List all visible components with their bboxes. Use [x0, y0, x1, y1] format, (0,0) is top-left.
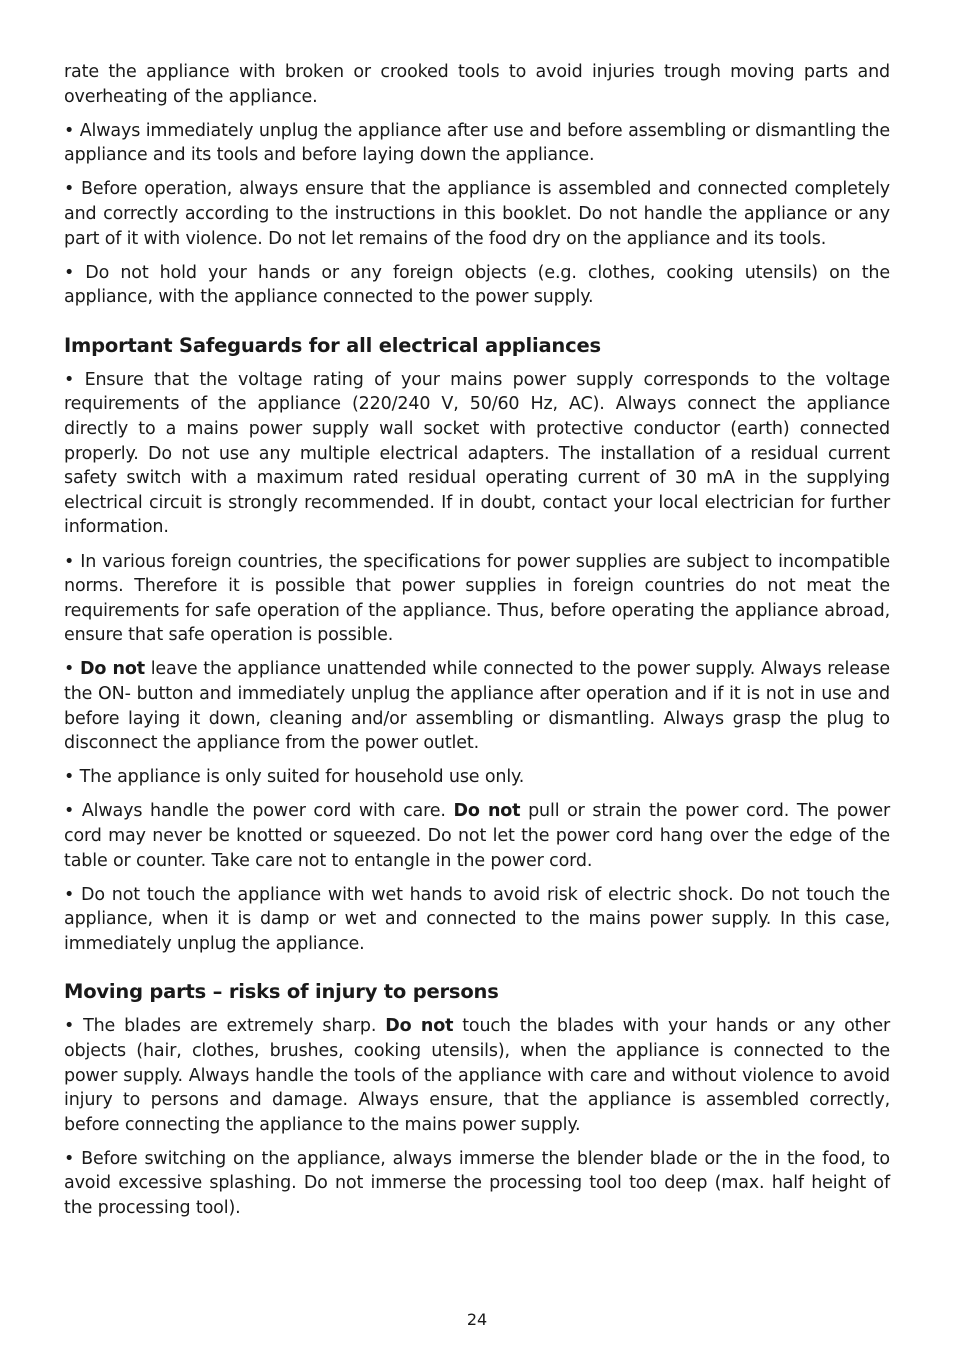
paragraph-unplug-after-use: • Always immediately unplug the appliance after use and before assembling or dismantling the appliance and its tools and before laying down the appliance. — [64, 120, 890, 166]
paragraph-sharp-blades — [64, 1014, 890, 1137]
paragraph-unattended — [64, 657, 890, 755]
paragraph-foreign-objects: • Do not hold your hands or any foreign objects (e.g. clothes, cooking utensils) on the appliance, with the appliance connected to the power supply. — [64, 262, 890, 308]
paragraph-voltage-rating: • Ensure that the voltage rating of your mains power supply corresponds to the voltage requirements of the appliance (220/240 V, 50/60 Hz, AC). Always connect the appliance directly to a mains power supply wall socket with protective conductor (earth) connected properly. Do not use any multiple electrical adapters. The installation of a residual current safety switch with a maximum rated residual operating current of 30 mA in the supplying electrical circuit is strongly recommended. If in doubt, contact your local electrician for further information. — [64, 369, 890, 538]
section-heading-moving-parts: Moving parts – risks of injury to persons — [64, 980, 499, 1004]
paragraph-text: pull or strain the power cord. The power cord may never be knotted or squeezed. Do not let the power cord hang over the edge of the table or counter. Take care not to entangle in the power cord. — [64, 801, 890, 871]
paragraph-continuation: rate the appliance with broken or crooked tools to avoid injuries trough moving parts and overheating of the appliance. — [64, 62, 890, 107]
paragraph-text: • The blades are extremely sharp. — [64, 1016, 386, 1037]
bullet: • — [64, 659, 80, 680]
emphasis-do-not: Do not — [453, 801, 521, 822]
paragraph-text: leave the appliance unattended while connected to the power supply. Always release the ON- button and immediately unplug the appliance after operation and if it is not in use and before laying it down, cleaning and/or assembling or dismantling. Always grasp the plug to disconnect the appliance from the power outlet. — [64, 659, 890, 754]
document-body — [64, 60, 890, 1230]
paragraph-text: touch the blades with your hands or any other objects (hair, clothes, brushes, cooking utensils), when the appliance is connected to the power supply. Always handle the tools of the appliance with care and without violence to avoid injury to persons and damage. Always ensure, that the appliance is assembled correctly, before connecting the appliance to the mains power supply. — [64, 1016, 891, 1135]
paragraph-power-cord — [64, 799, 890, 873]
emphasis-do-not: Do not — [79, 659, 145, 680]
page-number: 24 — [466, 1310, 488, 1329]
paragraph-wet-hands: • Do not touch the appliance with wet hands to avoid risk of electric shock. Do not touch the appliance, when it is damp or wet and connected to the mains power supply. In this case, immediately unplug the appliance. — [64, 884, 890, 954]
paragraph-household-use: • The appliance is only suited for household use only. — [64, 767, 525, 788]
section-heading-electrical: Important Safeguards for all electrical appliances — [64, 333, 601, 357]
paragraph-text: • Always handle the power cord with care. — [64, 801, 454, 822]
emphasis-do-not: Do not — [385, 1016, 454, 1037]
paragraph-immerse-blade: • Before switching on the appliance, always immerse the blender blade or the in the food, to avoid excessive splashing. Do not immerse the processing tool too deep (max. half height of the processing tool). — [64, 1148, 890, 1219]
paragraph-foreign-countries: • In various foreign countries, the specifications for power supplies are subject to incompatible norms. Therefore it is possible that power supplies in foreign countries do not meat the requirements for safe operation of the appliance. Thus, before operating the appliance abroad, ensure that safe operation is possible. — [64, 551, 890, 646]
paragraph-assembly-check: • Before operation, always ensure that the appliance is assembled and connected completely and correctly according to the instructions in this booklet. Do not handle the appliance or any part of it with violence. Do not let remains of the food dry on the appliance and its tools. — [64, 179, 890, 249]
